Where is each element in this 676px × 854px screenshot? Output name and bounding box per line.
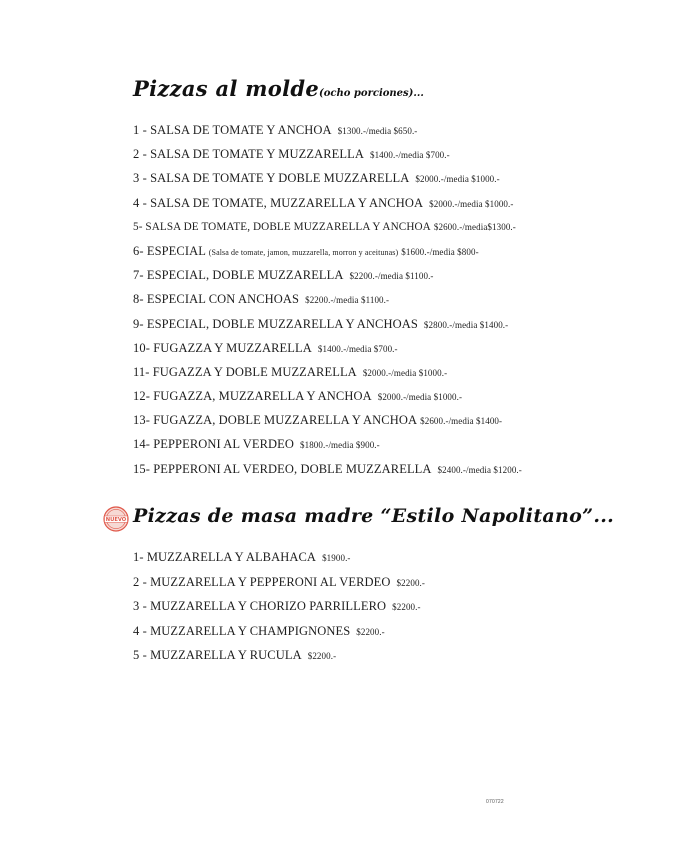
item-name: 15- PEPPERONI AL VERDEO, DOBLE MUZZARELLA <box>133 461 432 476</box>
list-item <box>133 195 522 219</box>
item-price: $2000.-/media $1000.- <box>429 198 514 209</box>
list-item <box>133 170 522 194</box>
item-price: $2800.-/media $1400.- <box>423 319 509 330</box>
item-name: 1 - SALSA DE TOMATE Y ANCHOA <box>133 123 332 137</box>
item-name: 2 - MUZZARELLA Y PEPPERONI AL VERDEO <box>133 574 391 589</box>
list-item <box>133 598 425 623</box>
item-name: 5- SALSA DE TOMATE, DOBLE MUZZARELLA Y ANCHOA <box>133 220 431 233</box>
section-title-text: Pizzas al molde <box>133 76 320 101</box>
item-name: 10- FUGAZZA Y MUZZARELLA <box>133 340 312 355</box>
item-price: $2000.-/media $1000.- <box>377 392 463 403</box>
item-price: $2200.-/media $1100.- <box>349 271 434 282</box>
list-item <box>133 291 522 315</box>
list-item <box>133 340 522 364</box>
item-name: 14- PEPPERONI AL VERDEO <box>133 437 294 452</box>
badge-text: NUEVO <box>105 517 127 523</box>
list-item <box>133 219 522 243</box>
item-name: 3 - SALSA DE TOMATE Y DOBLE MUZZARELLA <box>133 171 410 186</box>
item-name: 5 - MUZZARELLA Y RUCULA <box>133 648 302 663</box>
item-price: $2200.- <box>356 626 385 637</box>
list-item <box>133 364 522 388</box>
item-name: 1- MUZZARELLA Y ALBAHACA <box>133 550 317 564</box>
item-price: $1400.-/media $700.- <box>369 150 450 161</box>
list-item <box>133 243 522 267</box>
molde-pizza-list <box>133 122 522 485</box>
item-name: 2 - SALSA DE TOMATE Y MUZZARELLA <box>133 147 364 162</box>
list-item <box>133 647 425 672</box>
item-price: $2000.-/media $1000.- <box>362 367 448 378</box>
footer-code: 070722 <box>486 799 504 805</box>
list-item <box>133 461 522 485</box>
item-name: 6- ESPECIAL <box>133 243 206 258</box>
item-description: (Salsa de tomate, jamon, muzzarella, morron y aceitunas) <box>208 247 399 257</box>
item-price: $1900.- <box>322 553 351 563</box>
item-price: $1300.-/media $650.- <box>337 126 418 136</box>
list-item <box>133 549 425 574</box>
list-item <box>133 623 425 648</box>
item-name: 4 - SALSA DE TOMATE, MUZZARELLA Y ANCHOA <box>133 195 424 210</box>
item-name: 11- FUGAZZA Y DOBLE MUZZARELLA <box>133 364 357 379</box>
item-price: $2600.-/media$1300.- <box>433 221 516 232</box>
list-item <box>133 412 522 436</box>
list-item <box>133 574 425 599</box>
item-name: 12- FUGAZZA, MUZZARELLA Y ANCHOA <box>133 389 372 404</box>
list-item <box>133 122 522 146</box>
item-name: 7- ESPECIAL, DOBLE MUZZARELLA <box>133 268 344 283</box>
item-price: $2400.-/media $1200.- <box>437 464 522 475</box>
nuevo-stamp-icon <box>103 506 129 532</box>
item-name: 4 - MUZZARELLA Y CHAMPIGNONES <box>133 623 351 638</box>
item-price: $2200.-/media $1100.- <box>305 295 390 306</box>
item-name: 9- ESPECIAL, DOBLE MUZZARELLA Y ANCHOAS <box>133 316 418 331</box>
item-price: $2000.-/media $1000.- <box>415 174 500 185</box>
item-price: $2600.-/media $1400- <box>420 416 503 427</box>
list-item <box>133 436 522 460</box>
list-item <box>133 267 522 291</box>
section-title-molde <box>133 76 424 101</box>
item-price: $1600.-/media $800- <box>401 246 479 257</box>
list-item <box>133 316 522 340</box>
section-title-napolitano: Pizzas de masa madre “Estilo Napolitano”... <box>133 505 615 527</box>
item-price: $2200.- <box>396 577 425 588</box>
list-item <box>133 146 522 170</box>
item-price: $2200.- <box>307 651 337 662</box>
item-price: $2200.- <box>392 602 421 613</box>
item-price: $1400.-/media $700.- <box>317 343 398 354</box>
item-name: 8- ESPECIAL CON ANCHOAS <box>133 292 300 307</box>
item-name: 13- FUGAZZA, DOBLE MUZZARELLA Y ANCHOA <box>133 413 418 428</box>
item-name: 3 - MUZZARELLA Y CHORIZO PARRILLERO <box>133 599 387 614</box>
section-subtitle: (ocho porciones)... <box>319 88 424 99</box>
item-price: $1800.-/media $900.- <box>300 440 380 451</box>
list-item <box>133 388 522 412</box>
napolitano-pizza-list <box>133 549 425 672</box>
